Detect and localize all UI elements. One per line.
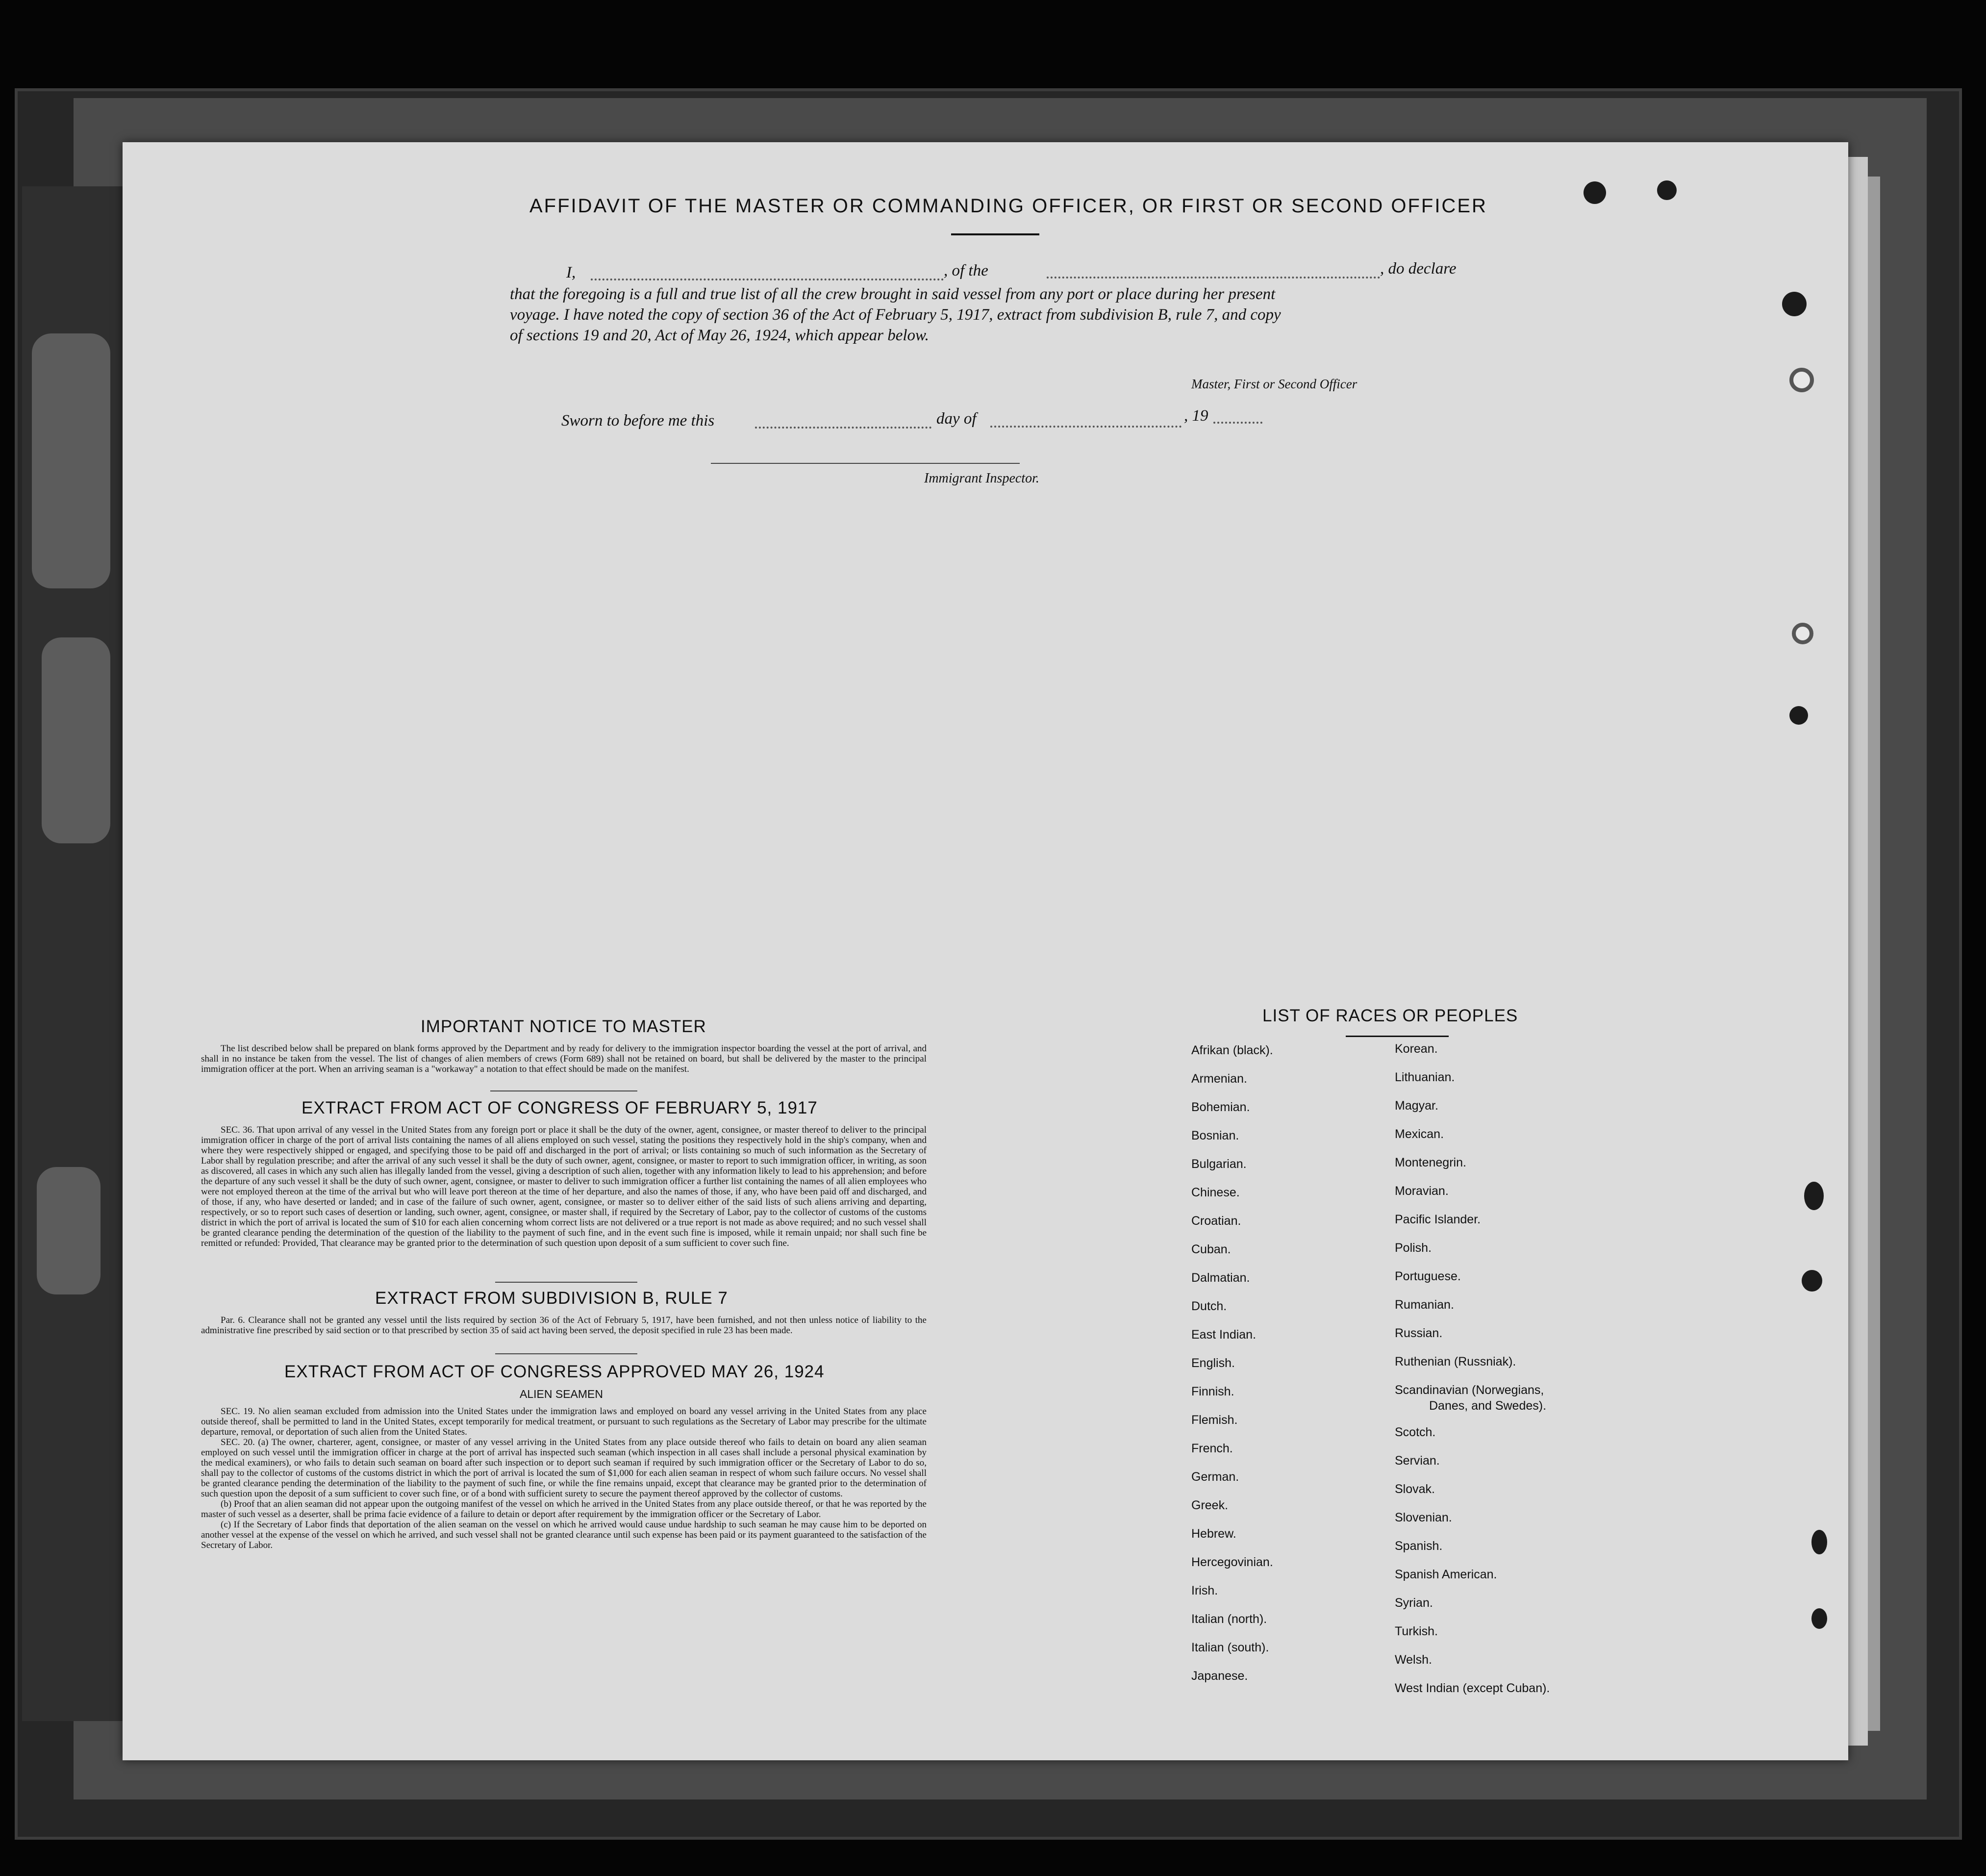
extract-1924-title: EXTRACT FROM ACT OF CONGRESS APPROVED MAY 26, 1924 [284,1362,825,1381]
race-item: Greek. [1191,1498,1229,1512]
extract-1917-body: SEC. 36. That upon arrival of any vessel in the United States from any foreign port or place it shall be the duty of the owner, agent, consignee, or master thereof to deliver to the principal immigration officer in charge of the port of arrival lists containing the names of all aliens employed on such vessel, stating the positions they respectively hold in the ship's company, when and where they were respectively shipped or engaged, and specifying those to be paid off and discharged in the port of arrival; or lists containing so much of such information as the Secretary of Labor shall by regulation prescribe; and after the arrival of any such vessel it shall be the duty of such owner, agent, consignee, or master to report to such immigration officer, in writing, as soon as discovered, all cases in which any such alien has illegally landed from the vessel, giving a description of such alien, together with any information likely to lead to his apprehension; and before the departure of any such vessel it shall be the duty of such owner, agent, consignee, or master to deliver to such immigration officer a further list containing the names of all alien employees who were not employed thereon at the time of the arrival but who will leave port thereon at the time of her departure, and also the names of those, if any, who have been paid off and discharged, and of those, if any, who have deserted or landed; and in case of the failure of such owner, agent, consignee, or master so to deliver either of the said lists of such aliens arriving and departing, respectively, or so to report such cases of desertion or landing, such owner, agent, consignee, or master shall, if required by the Secretary of Labor, pay to the collector of customs of the customs district in which the port of arrival is located the sum of $10 for each alien concerning whom correct lists are not delivered or a true report is not made as above required; and no such vessel shall be granted clearance pending the determination of the question of the liability to the payment of such fine, and in the event such fine is imposed, while it remain unpaid; nor shall such fine be remitted or refunded: Provided, That clearance may be granted prior to the determination of such question upon deposit of a sum sufficient to cover such fine. [201,1125,927,1248]
punch-hole [1584,181,1606,204]
race-item: Rumanian. [1395,1298,1454,1312]
subdivision-body: Par. 6. Clearance shall not be granted any vessel until the lists required by section 36 of the Act of February 5, 1917, have been furnished, and not then unless notice of liability to the administrative fine prescribed by said section or to that prescribed by section 35 of said act having been served, the deposit specified in rule 23 has been made. [201,1315,927,1336]
race-item: Portuguese. [1395,1269,1461,1283]
subdivision-title: EXTRACT FROM SUBDIVISION B, RULE 7 [375,1289,728,1308]
affiant-i-label: I, [566,264,576,281]
race-item: Pacific Islander. [1395,1213,1481,1226]
notice-title: IMPORTANT NOTICE TO MASTER [421,1017,706,1036]
race-item: Mexican. [1395,1127,1444,1141]
races-right-column [1395,1042,1669,1710]
notice-text [201,1043,927,1074]
race-item: Dalmatian. [1191,1271,1250,1285]
sec20a-body: SEC. 20. (a) The owner, charterer, agent, consignee, or master of any vessel arriving in the United States from any place outside thereof who fails to detain on board any alien seaman employed on such vessel until the immigration officer in charge at the port of arrival has inspected such seaman (which inspection in all cases shall include a personal physical examination by the medical examiners), or who fails to detain such seaman on board after such inspection or to deport such seaman if required by such immigration officer or the Secretary of Labor to do so, shall pay to the collector of customs of the customs district in which the port of arrival is located the sum of $1,000 for each alien seaman in respect of whom such failure occurs. No vessel shall be granted clearance pending the determination of the liability to the payment of such fine, or while the fine remains unpaid, except that clearance may be granted prior to the determination of such question upon the deposit of a sum sufficient to cover such fine, or of a bond with sufficient surety to secure the payment thereof approved by the collector of customs. [201,1437,927,1499]
race-item: Korean. [1395,1042,1438,1056]
page-edge [1848,157,1868,1746]
race-item: Russian. [1395,1326,1443,1340]
alien-seamen-subtitle: ALIEN SEAMEN [520,1388,603,1400]
race-item: Moravian. [1395,1184,1449,1198]
notice-body: The list described below shall be prepared on blank forms approved by the Department and by ready for delivery to the immigration inspector boarding the vessel at the port of arrival, and shall in no instance be taken from the vessel. The list of changes of alien members of crews (Form 689) shall not be retained on board, but shall be delivered by the master to the principal immigration officer at the port. When an arriving seaman is a "workaway" a notation to that effect should be made on the manifest. [201,1043,927,1074]
extract-1917-rule [495,1282,637,1283]
sec20b-body: (b) Proof that an alien seaman did not appear upon the outgoing manifest of the vessel on which he arrived in the United States from any place outside thereof, or that he was reported by the master of such vessel as a deserter, shall be prima facie evidence of a failure to detain or deport after requirement by the immigration officer or the Secretary of Labor. [201,1499,927,1520]
race-item: East Indian. [1191,1328,1257,1342]
race-item: Bosnian. [1191,1129,1239,1142]
races-title: LIST OF RACES OR PEOPLES [1262,1006,1518,1025]
race-item: Chinese. [1191,1186,1240,1199]
race-item: Scandinavian (Norwegians, [1395,1383,1544,1397]
race-item: Danes, and Swedes). [1429,1399,1547,1413]
inspector-label: Immigrant Inspector. [924,471,1039,486]
extract-1924-text [201,1406,927,1550]
do-declare-label: , do declare [1380,260,1457,278]
race-item: Spanish. [1395,1539,1443,1553]
race-item: Dutch. [1191,1299,1227,1313]
punch-hole [1792,623,1813,644]
race-item: Ruthenian (Russniak). [1395,1355,1516,1369]
race-item: Servian. [1395,1454,1440,1468]
race-item: Lithuanian. [1395,1070,1455,1084]
race-item: Slovenian. [1395,1511,1452,1524]
day-of-label: day of [936,410,977,428]
race-item: Slovak. [1395,1482,1435,1496]
punch-hole [1804,1182,1824,1210]
vessel-name-field[interactable] [1047,277,1380,279]
affidavit-line-3: voyage. I have noted the copy of section 36 of the Act of February 5, 1917, extract from subdivision B, rule 7, and copy [510,306,1281,324]
race-item: Spanish American. [1395,1568,1497,1581]
of-the-label: , of the [944,262,988,279]
sec20c-body: (c) If the Secretary of Labor finds that deportation of the alien seaman on the vessel on which he arrived would cause undue hardship to such seaman he may cause him to be deported on another vessel at the expense of the vessel on which he arrived, and such vessel shall not be granted clearance until such expense has been paid or its payment guaranteed to the satisfaction of the Secretary of Labor. [201,1520,927,1550]
sworn-day-field[interactable] [755,427,931,429]
sworn-year-field[interactable] [1213,422,1262,424]
race-item: Afrikan (black). [1191,1043,1273,1057]
inspector-signature-line[interactable] [711,463,1020,464]
notice-rule [490,1090,637,1091]
sworn-month-field[interactable] [990,426,1182,428]
extract-1917-text [201,1125,927,1248]
sworn-label: Sworn to before me this [561,412,715,430]
left-binding-strip [22,186,123,1721]
extract-1917-title: EXTRACT FROM ACT OF CONGRESS OF FEBRUARY 5, 1917 [302,1098,818,1117]
race-item: Japanese. [1191,1669,1248,1683]
race-item: Turkish. [1395,1624,1438,1638]
race-item: French. [1191,1442,1233,1455]
punch-hole [1811,1530,1827,1554]
races-left-column [1191,1043,1387,1698]
race-item: English. [1191,1356,1235,1370]
punch-hole [1657,180,1677,200]
race-item: Scotch. [1395,1425,1436,1439]
punch-hole [1782,292,1807,316]
races-rule [1346,1036,1449,1037]
race-item: Italian (north). [1191,1612,1267,1626]
punch-hole [1789,368,1814,392]
race-item: Armenian. [1191,1072,1247,1086]
race-item: Flemish. [1191,1413,1238,1427]
race-item: Montenegrin. [1395,1156,1466,1169]
affiant-name-field[interactable] [591,279,944,280]
race-item: West Indian (except Cuban). [1395,1681,1550,1695]
left-binding-patch [37,1167,101,1294]
race-item: Irish. [1191,1584,1218,1597]
race-item: Syrian. [1395,1596,1433,1610]
master-label: Master, First or Second Officer [1191,377,1358,391]
race-item: Bohemian. [1191,1100,1250,1114]
race-item: Hercegovinian. [1191,1555,1273,1569]
race-item: Italian (south). [1191,1641,1269,1654]
punch-hole [1802,1270,1822,1292]
punch-hole [1789,706,1808,725]
subdivision-rule [495,1353,637,1354]
page-edge [1868,177,1880,1731]
race-item: Finnish. [1191,1385,1234,1398]
affidavit-page [123,142,1848,1760]
race-item: Magyar. [1395,1099,1438,1113]
race-item: Hebrew. [1191,1527,1236,1541]
left-binding-patch [42,637,110,843]
race-item: Bulgarian. [1191,1157,1247,1171]
affidavit-title: AFFIDAVIT OF THE MASTER OR COMMANDING OFFICER, OR FIRST OR SECOND OFFICER [529,195,1487,217]
subdivision-text [201,1315,927,1336]
affidavit-line-2: that the foregoing is a full and true list of all the crew brought in said vessel from any port or place during her present [510,285,1276,303]
title-rule [951,233,1039,235]
race-item: Welsh. [1395,1653,1432,1667]
sec19-body: SEC. 19. No alien seaman excluded from admission into the United States under the immigration laws and employed on board any vessel arriving in the United States from any place outside thereof, shall be permitted to land in the United States, except temporarily for medical treatment, or pursuant to such regulations as the Secretary of Labor may prescribe for the ultimate departure, removal, or deportation of such alien from the United States. [201,1406,927,1437]
race-item: Polish. [1395,1241,1432,1255]
race-item: German. [1191,1470,1239,1484]
left-binding-patch [32,333,110,588]
punch-hole [1811,1608,1827,1629]
year-label: , 19 [1184,407,1208,425]
race-item: Cuban. [1191,1242,1231,1256]
race-item: Croatian. [1191,1214,1241,1228]
affidavit-line-4: of sections 19 and 20, Act of May 26, 1924, which appear below. [510,327,929,344]
